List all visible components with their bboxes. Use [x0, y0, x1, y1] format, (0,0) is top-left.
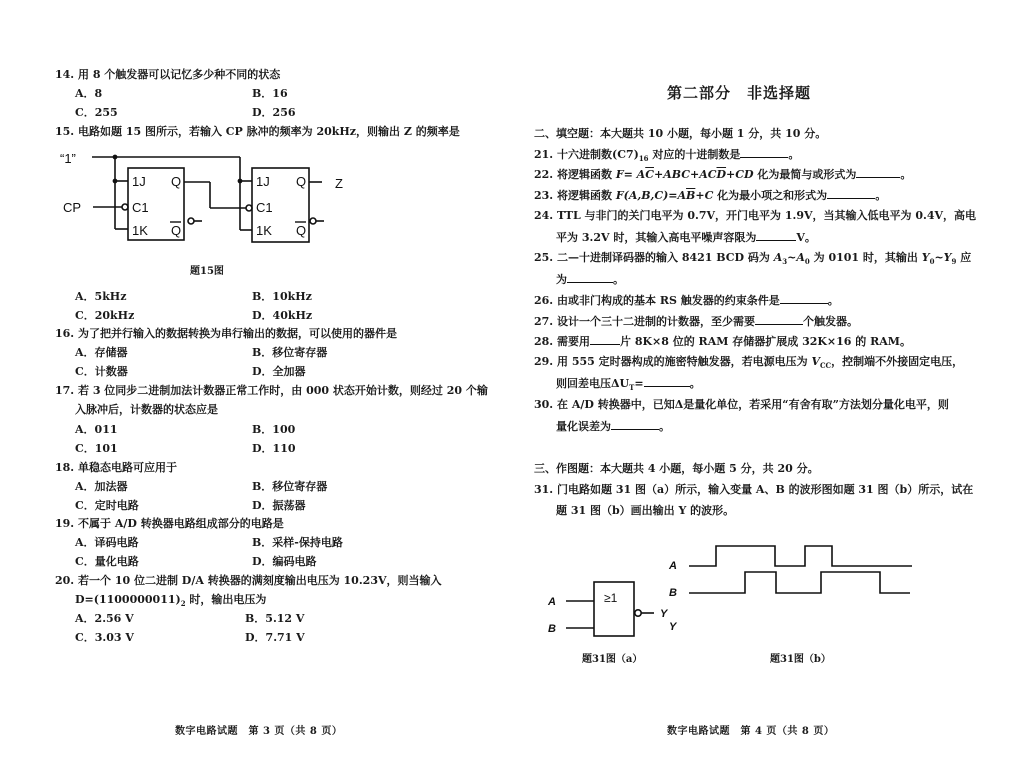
logic-formula: [616, 189, 714, 202]
section-fill-in-heading: 二、填空题：本大题共 10 小题，每小题 1 分，共 10 分。: [534, 127, 827, 140]
question-25: [534, 250, 971, 270]
wave-label-a: A: [669, 560, 677, 572]
answer-blank[interactable]: [856, 166, 900, 178]
option-a: A．加法器: [75, 480, 128, 493]
question-text-tail: 化为最简与或形式为: [753, 168, 857, 181]
ff1-q-label: Q: [171, 174, 182, 189]
range-tilde: ~: [787, 251, 797, 264]
waveform-a: [689, 546, 912, 566]
ff2-q-label: Q: [296, 174, 307, 189]
question-15: [55, 124, 460, 140]
input-cp-label: CP: [63, 200, 82, 215]
part-title: 第二部分 非选择题: [667, 84, 812, 102]
option-c: C．量化电路: [75, 555, 139, 568]
option-c: C．计数器: [75, 365, 128, 378]
question-text: 为 0101 时，其输出: [809, 251, 922, 264]
exam-page-4: [512, 0, 1024, 784]
question-26: [534, 292, 839, 309]
answer-blank[interactable]: [611, 418, 659, 430]
base-subscript: 16: [638, 154, 649, 164]
option-d: D．40kHz: [252, 309, 313, 322]
formula-part: +CD: [726, 168, 754, 181]
figure-31a-caption: 题31图（a）: [582, 654, 643, 665]
punctuation: 。: [689, 377, 701, 390]
question-number: 19.: [55, 517, 75, 530]
question-text: 不属于 A/D 转换器电路组成部分的电路是: [77, 517, 284, 530]
question-text: 应: [956, 251, 972, 264]
answer-blank[interactable]: [590, 333, 620, 345]
answer-blank[interactable]: [740, 146, 788, 158]
input-b-label: B: [548, 623, 556, 635]
ff2-qbar-label: Q: [296, 223, 307, 238]
page-footer: 数字电路试题 第 4 页（共 8 页）: [667, 726, 835, 737]
question-20: [55, 573, 442, 589]
question-number: 25.: [534, 251, 554, 264]
question-number: 16.: [55, 327, 75, 340]
logic-formula: [616, 168, 754, 181]
answer-blank[interactable]: [755, 313, 803, 325]
subscript: 0: [929, 257, 935, 267]
option-c: C．定时电路: [75, 499, 139, 512]
question-18: [55, 460, 177, 476]
answer-blank[interactable]: [644, 375, 690, 387]
question-text: 用 555 定时器构成的施密特触发器，若电源电压为: [556, 355, 812, 368]
option-b: B．移位寄存器: [252, 346, 328, 359]
option-b: B．10kHz: [252, 290, 312, 303]
input-one-label: “1”: [60, 151, 76, 166]
punctuation: 。: [659, 420, 670, 433]
punctuation: 。: [827, 294, 839, 307]
section-drawing-heading: 三、作图题：本大题共 4 小题，每小题 5 分，共 20 分。: [534, 462, 819, 475]
option-d: D．110: [252, 442, 296, 455]
question-number: 29.: [534, 355, 554, 368]
question-text: ，控制端不外接固定电压，: [831, 355, 964, 368]
option-d: D．256: [252, 106, 296, 119]
ff1-k-label: 1K: [132, 223, 148, 238]
figure-31b-caption: 题31图（b）: [770, 654, 831, 665]
question-text-tail: 时，输出电压为: [185, 593, 267, 606]
question-number: 24.: [534, 209, 554, 222]
question-text-line1: 门电路如题 31 图（a）所示，输入变量 A、B 的波形图如题 31 图（b）所示，试在: [556, 483, 974, 496]
question-21: [534, 146, 799, 167]
var-v: V: [811, 355, 820, 368]
option-a: A．8: [75, 87, 103, 100]
formula-part: F= A: [615, 168, 646, 181]
option-c: C．255: [75, 106, 118, 119]
option-b: B．5.12 V: [245, 612, 305, 625]
question-text-tail: 片 8K×8 位的 RAM 存储器扩展成 32K×16 的 RAM。: [619, 335, 911, 348]
subscript: CC: [819, 361, 832, 371]
option-a: A．5kHz: [75, 290, 127, 303]
question-24: [534, 208, 976, 224]
d-complement: $\overline{D}$: [716, 168, 727, 181]
option-b: B．移位寄存器: [252, 480, 328, 493]
question-text-line1: 若 3 位同步二进制加法计数器正常工作时，由 000 状态开始计数，则经过 20 个输: [77, 384, 488, 397]
option-b: B．采样-保持电路: [252, 536, 343, 549]
question-19: [55, 516, 284, 532]
question-text-tail: 化为最小项之和形式为: [713, 189, 828, 202]
nor-gate-figure: [542, 580, 682, 645]
option-b: B．16: [252, 87, 288, 100]
option-c: C．3.03 V: [75, 631, 134, 644]
question-text: 单稳态电路可应用于: [77, 461, 177, 474]
option-d: D．编码电路: [252, 555, 317, 568]
question-29: [534, 354, 963, 374]
question-number: 20.: [55, 574, 75, 587]
question-23: [534, 187, 886, 204]
punctuation: 。: [788, 148, 800, 161]
range-tilde: ~: [934, 251, 944, 264]
binary-input-value: D=(1100000011): [75, 593, 181, 606]
waveform-figure: [669, 540, 962, 635]
question-text: 将逻辑函数: [556, 189, 616, 202]
question-30-line2: [556, 418, 670, 435]
question-number: 21.: [534, 148, 554, 161]
ff1-qbar-label: Q: [171, 223, 182, 238]
question-number: 23.: [534, 189, 554, 202]
page-footer: 数字电路试题 第 3 页（共 8 页）: [175, 726, 343, 737]
question-text: 平为 3.2V 时，其输入高电平噪声容限为: [556, 231, 757, 244]
question-text: 设计一个三十二进制的计数器，至少需要: [556, 315, 755, 328]
answer-blank[interactable]: [756, 229, 796, 241]
subscript: 0: [804, 257, 810, 267]
question-14: [55, 67, 280, 83]
question-text: 为了把并行输入的数据转换为串行输出的数据，可以使用的器件是: [77, 327, 397, 340]
question-27: [534, 313, 858, 330]
question-number: 28.: [534, 335, 554, 348]
answer-blank[interactable]: [827, 187, 875, 199]
var-a: A: [773, 251, 783, 264]
question-text: 则回差电压ΔU: [556, 377, 630, 390]
question-22: [534, 166, 911, 183]
option-a: A．译码电路: [75, 536, 139, 549]
question-number: 14.: [55, 68, 75, 81]
subscript: 3: [782, 257, 788, 267]
output-y-label: Y: [660, 608, 668, 620]
option-c: C．20kHz: [75, 309, 135, 322]
question-number: 15.: [55, 125, 75, 138]
question-text-line1: 若一个 10 位二进制 D/A 转换器的满刻度输出电压为 10.23V，则当输入: [77, 574, 442, 587]
ff1-j-label: 1J: [132, 174, 146, 189]
punctuation: 。: [900, 168, 912, 181]
question-number: 22.: [534, 168, 554, 181]
question-text: 将逻辑函数: [556, 168, 616, 181]
wave-label-y: Y: [669, 621, 677, 633]
question-text-tail: 个触发器。: [802, 315, 858, 328]
ff1-c-label: C1: [132, 200, 149, 215]
option-a: A．2.56 V: [75, 612, 134, 625]
option-a: A．存储器: [75, 346, 128, 359]
question-31-line2: 题 31 图（b）画出输出 Y 的波形。: [556, 504, 735, 517]
c-complement: $\overline{C}$: [645, 168, 654, 181]
var-y: Y: [921, 251, 930, 264]
question-text: 由或非门构成的基本 RS 触发器的约束条件是: [556, 294, 780, 307]
question-text: 二—十进制译码器的输入 8421 BCD 码为: [556, 251, 774, 264]
question-text-tail: 对应的十进制数是: [648, 148, 741, 161]
question-28: [534, 333, 911, 350]
answer-blank[interactable]: [780, 292, 828, 304]
answer-blank[interactable]: [567, 271, 613, 283]
equals: =: [634, 377, 644, 390]
ff2-c-label: C1: [256, 200, 273, 215]
subscript: 9: [951, 257, 957, 267]
option-a: A．011: [75, 423, 118, 436]
b-complement: $\overline{B}$: [686, 189, 696, 202]
formula-part: +C: [695, 189, 714, 202]
subscript: T: [629, 383, 635, 393]
unit-text: V。: [796, 231, 816, 244]
option-c: C．101: [75, 442, 118, 455]
option-d: D．7.71 V: [245, 631, 305, 644]
question-30: [534, 397, 949, 413]
question-29-line2: [556, 375, 701, 396]
question-text-line1: TTL 与非门的关门电平为 0.7V，开门电平为 1.9V，当其输入低电平为 0.4V，高电: [556, 209, 977, 222]
question-text: 十六进制数(C7): [556, 148, 639, 161]
question-24-line2: [556, 229, 816, 246]
question-17: [55, 383, 488, 399]
jk-flipflop-circuit-figure: [30, 150, 370, 280]
var-y: Y: [943, 251, 952, 264]
figure-15-caption: 题15图: [190, 266, 224, 277]
base-subscript: 2: [180, 599, 186, 609]
input-a-label: A: [548, 596, 556, 608]
question-16: [55, 326, 397, 342]
question-number: 31.: [534, 483, 554, 496]
question-17-line2: 入脉冲后，计数器的状态应是: [75, 403, 218, 416]
var-a: A: [796, 251, 805, 264]
question-25-line2: [556, 271, 624, 288]
question-number: 30.: [534, 398, 554, 411]
gate-or-symbol: ≥1: [604, 591, 618, 605]
punctuation: 。: [613, 273, 624, 286]
punctuation: 。: [875, 189, 887, 202]
question-number: 27.: [534, 315, 554, 328]
ff2-j-label: 1J: [256, 174, 270, 189]
waveform-b: [689, 572, 910, 593]
formula-part: +ABC+AC: [653, 168, 717, 181]
question-number: 26.: [534, 294, 554, 307]
question-text: 为: [556, 273, 567, 286]
question-text: 需要用: [556, 335, 590, 348]
question-text: 量化误差为: [556, 420, 611, 433]
wave-label-b: B: [669, 587, 677, 599]
ff2-k-label: 1K: [256, 223, 272, 238]
question-text: 用 8 个触发器可以记忆多少种不同的状态: [77, 68, 281, 81]
option-d: D．全加器: [252, 365, 306, 378]
question-number: 18.: [55, 461, 75, 474]
question-20-line2: [75, 592, 266, 612]
question-text: 电路如题 15 图所示，若输入 CP 脉冲的频率为 20kHz，则输出 Z 的频率是: [77, 125, 460, 138]
output-z-label: Z: [335, 176, 343, 191]
question-31: [534, 482, 973, 498]
question-number: 17.: [55, 384, 75, 397]
question-text-line1: 在 A/D 转换器中，已知Δ是量化单位，若采用“有舍有取”方法划分量化电平，则: [556, 398, 949, 411]
option-b: B．100: [252, 423, 296, 436]
option-d: D．振荡器: [252, 499, 306, 512]
formula-part: F(A,B,C)=A: [615, 189, 687, 202]
